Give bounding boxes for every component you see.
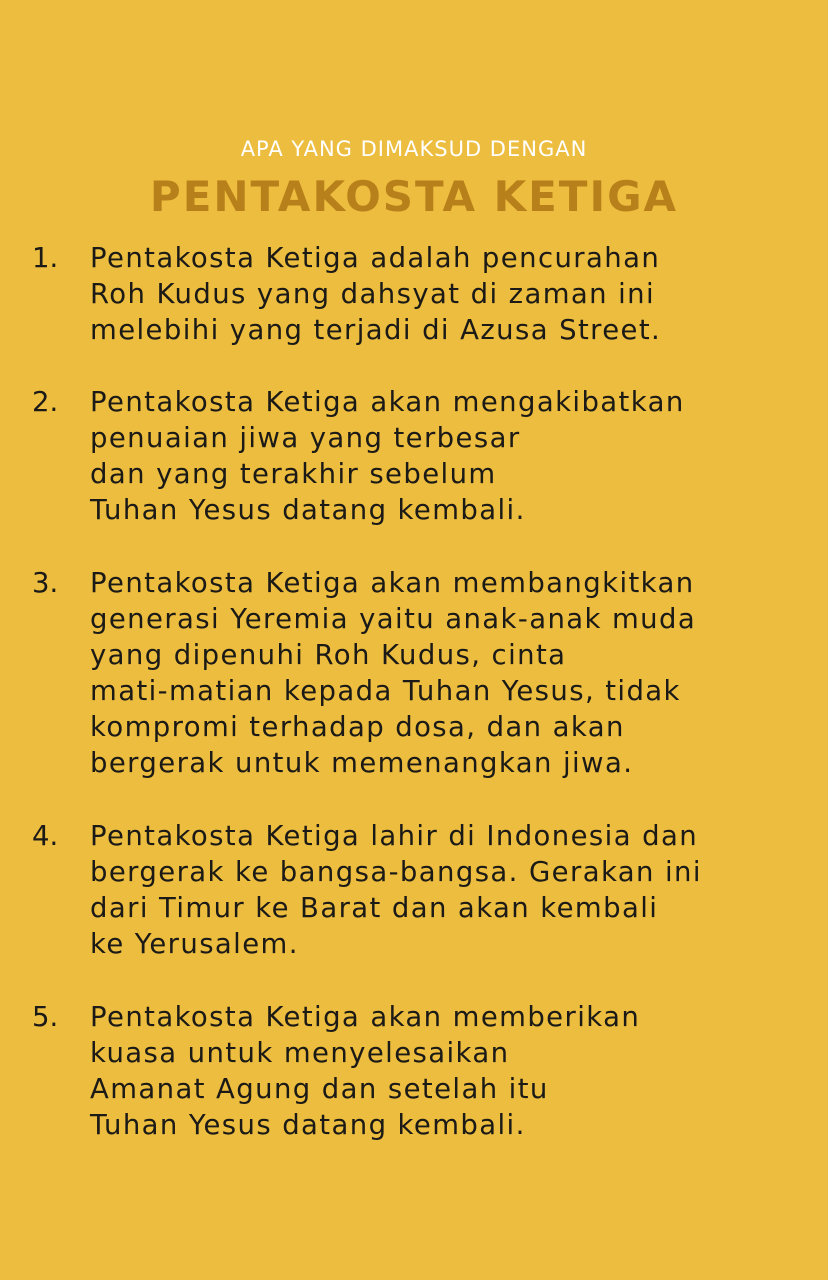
item-line: Pentakosta Ketiga akan membangkitkan xyxy=(90,567,695,599)
poster-kicker: APA YANG DIMAKSUD DENGAN xyxy=(240,137,588,161)
item-line: generasi Yeremia yaitu anak-anak muda xyxy=(90,603,697,635)
item-line: Amanat Agung dan setelah itu xyxy=(90,1073,549,1105)
poster-title: PENTAKOSTA KETIGA xyxy=(149,172,679,221)
item-line: bergerak ke bangsa-bangsa. Gerakan ini xyxy=(90,856,702,888)
item-number: 3. xyxy=(32,567,59,599)
item-line: Tuhan Yesus datang kembali. xyxy=(90,1109,526,1141)
item-line: Pentakosta Ketiga lahir di Indonesia dan xyxy=(90,820,699,852)
item-line: kompromi terhadap dosa, dan akan xyxy=(90,711,625,743)
item-line: Pentakosta Ketiga adalah pencurahan xyxy=(90,242,661,274)
item-line: ke Yerusalem. xyxy=(90,928,299,960)
item-number: 4. xyxy=(32,820,59,852)
item-number: 2. xyxy=(32,386,59,418)
item-line: penuaian jiwa yang terbesar xyxy=(90,422,521,454)
item-line: Roh Kudus yang dahsyat di zaman ini xyxy=(90,278,656,310)
item-number: 5. xyxy=(32,1001,59,1033)
item-line: bergerak untuk memenangkan jiwa. xyxy=(90,747,634,779)
item-line: melebihi yang terjadi di Azusa Street. xyxy=(90,314,662,346)
item-line: yang dipenuhi Roh Kudus, cinta xyxy=(90,639,567,671)
item-line: Pentakosta Ketiga akan memberikan xyxy=(90,1001,641,1033)
item-line: dari Timur ke Barat dan akan kembali xyxy=(90,892,659,924)
item-line: dan yang terakhir sebelum xyxy=(90,458,497,490)
item-line: kuasa untuk menyelesaikan xyxy=(90,1037,510,1069)
item-line: mati-matian kepada Tuhan Yesus, tidak xyxy=(90,675,681,707)
item-line: Pentakosta Ketiga akan mengakibatkan xyxy=(90,386,685,418)
item-number: 1. xyxy=(32,242,59,274)
item-line: Tuhan Yesus datang kembali. xyxy=(90,494,526,526)
